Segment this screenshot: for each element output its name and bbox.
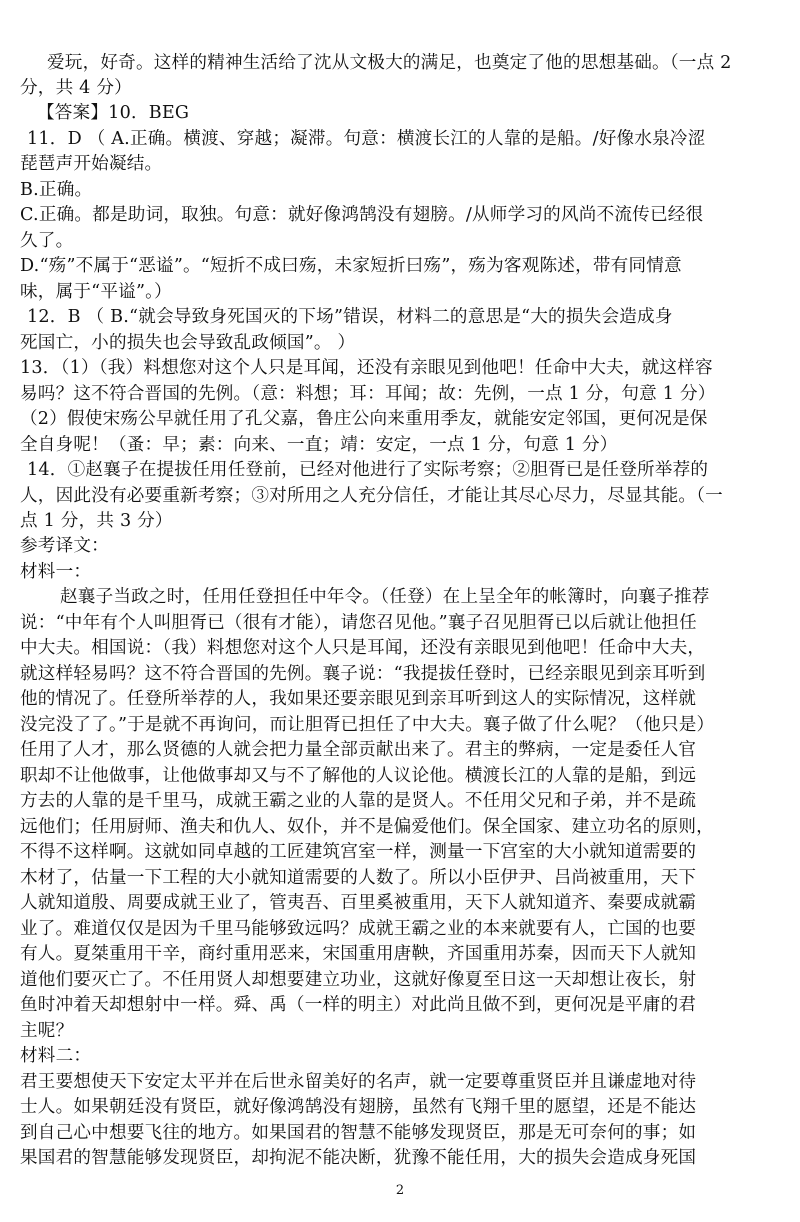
- text-line: 鱼时冲着天却想射中一样。舜、禹（一样的明主）对此尚且做不到，更何况是平庸的君: [20, 995, 697, 1015]
- text-line: 中大夫。相国说：（我）料想您对这个人只是耳闻，还没有亲眼见到他吧！任命中大夫，: [20, 638, 706, 658]
- text-line: 君王要想使天下安定太平并在后世永留美好的名声，就一定要尊重贤臣并且谦虚地对待: [20, 1072, 697, 1092]
- section-heading: 材料一：: [20, 562, 92, 582]
- text-line: 易吗？这不符合晋国的先例。（意：料想；耳：耳闻；故：先例，一点 1 分，句意 1 分）: [20, 384, 716, 404]
- answer-item-12: 12．B （ B.“就会导致身死国灭的下场”错误，材料二的意思是“大的损失会造成身: [27, 307, 673, 327]
- text-line: 远他们；任用厨师、渔夫和仇人、奴仆，并不是偏爱他们。保全国家、建立功名的原则，: [20, 817, 714, 837]
- page-number: 2: [395, 1183, 405, 1198]
- answer-item-13: 13．（1）（我）料想您对这个人只是耳闻，还没有亲眼见到他吧！任命中大夫，就这样容: [20, 358, 713, 378]
- text-line: B.正确。: [20, 180, 93, 200]
- text-line: 说：“中年有个人叫胆胥已（很有才能），请您召见他。”襄子召见胆胥已以后就让他担任: [20, 613, 697, 633]
- text-line: 就这样轻易吗？这不符合晋国的先例。襄子说：“我提拔任登时，已经亲眼见到亲耳听到: [20, 664, 706, 684]
- text-line: 果国君的智慧能够发现贤臣，却拘泥不能决断，犹豫不能任用，大的损失会造成身死国: [20, 1148, 697, 1168]
- text-line: 琵琶声开始凝结。: [20, 154, 163, 174]
- text-line: 职却不让他做事，让他做事却又与不了解他的人议论他。横渡长江的人靠的是船，到远: [20, 766, 697, 786]
- answer-item-11: 11．D （ A.正确。横渡、穿越；凝滞。句意：横渡长江的人靠的是船。/好像水泉冷涩: [27, 129, 706, 149]
- text-line: 方去的人靠的是千里马，成就王霸之业的人靠的是贤人。不任用父兄和子弟，并不是疏: [20, 791, 697, 811]
- text-line: 久了。: [20, 231, 74, 251]
- text-line: 点 1 分，共 3 分）: [20, 511, 173, 531]
- text-line: D.“殇”不属于“恶谥”。“短折不成曰殇，未家短折曰殇”，殇为客观陈述，带有同情意: [20, 256, 682, 276]
- text-line: 任用了人才，那么贤德的人就会把力量全部贡献出来了。君主的弊病，一定是委任人官: [20, 740, 697, 760]
- text-line: （2）假使宋殇公早就任用了孔父嘉，鲁庄公向来重用季友，就能安定邻国，更何况是保: [20, 409, 708, 429]
- answer-heading: 【答案】10．BEG: [37, 103, 190, 123]
- text-line: 主呢？: [20, 1021, 74, 1041]
- text-line: 分，共 4 分）: [20, 78, 132, 98]
- text-line: 他的情况了。任登所举荐的人，我如果还要亲眼见到亲耳听到这人的实际情况，这样就: [20, 689, 697, 709]
- text-line: 木材了，估量一下工程的大小就知道需要的人数了。所以小臣伊尹、吕尚被重用，天下: [20, 868, 697, 888]
- text-line: 到自己心中想要飞往的地方。如果国君的智慧不能够发现贤臣，那是无可奈何的事；如: [20, 1123, 697, 1143]
- text-line: 不得不这样啊。这就如同卓越的工匠建筑宫室一样，测量一下宫室的大小就知道需要的: [20, 842, 697, 862]
- text-line: 业了。难道仅仅是因为千里马能够致远吗？成就王霸之业的本来就要有人，亡国的也要: [20, 919, 697, 939]
- text-line: 味，属于“平谥”。）: [20, 282, 172, 302]
- text-line: C.正确。都是助词，取独。句意：就好像鸿鹄没有翅膀。/从师学习的风尚不流传已经很: [20, 205, 704, 225]
- text-line: 士人。如果朝廷没有贤臣，就好像鸿鹄没有翅膀，虽然有飞翔千里的愿望，还是不能达: [20, 1097, 697, 1117]
- text-line: 有人。夏桀重用干辛，商纣重用恶来，宋国重用唐鞅，齐国重用苏秦，因而天下人就知: [20, 944, 697, 964]
- text-line: 爱玩，好奇。这样的精神生活给了沈从文极大的满足，也奠定了他的思想基础。（一点 2: [47, 53, 732, 73]
- text-line: 死国亡，小的损失也会导致乱政倾国”。 ）: [20, 333, 356, 353]
- text-line: 人就知道殷、周要成就王业了，管夷吾、百里奚被重用，天下人就知道齐、秦要成就霸: [20, 893, 697, 913]
- text-line: 全自身呢！（蚤：早；素：向来、一直；靖：安定，一点 1 分，句意 1 分）: [20, 435, 618, 455]
- section-heading: 参考译文：: [20, 536, 109, 556]
- section-heading: 材料二：: [20, 1046, 92, 1066]
- text-line: 没完没了了。”于是就不再询问，而让胆胥已担任了中大夫。襄子做了什么呢？（他只是）: [20, 715, 715, 735]
- text-line: 道他们要灭亡了。不任用贤人却想要建立功业，这就好像夏至日这一天却想让夜长，射: [20, 970, 697, 990]
- answer-item-14: 14．①赵襄子在提拔任用任登前，已经对他进行了实际考察；②胆胥已是任登所举荐的: [27, 460, 709, 480]
- text-line: 人，因此没有必要重新考察；③对所用之人充分信任，才能让其尽心尽力，尽显其能。（一: [20, 486, 723, 506]
- paragraph-start: 赵襄子当政之时，任用任登担任中年令。（任登）在上呈全年的帐簿时，向襄子推荐: [60, 587, 710, 607]
